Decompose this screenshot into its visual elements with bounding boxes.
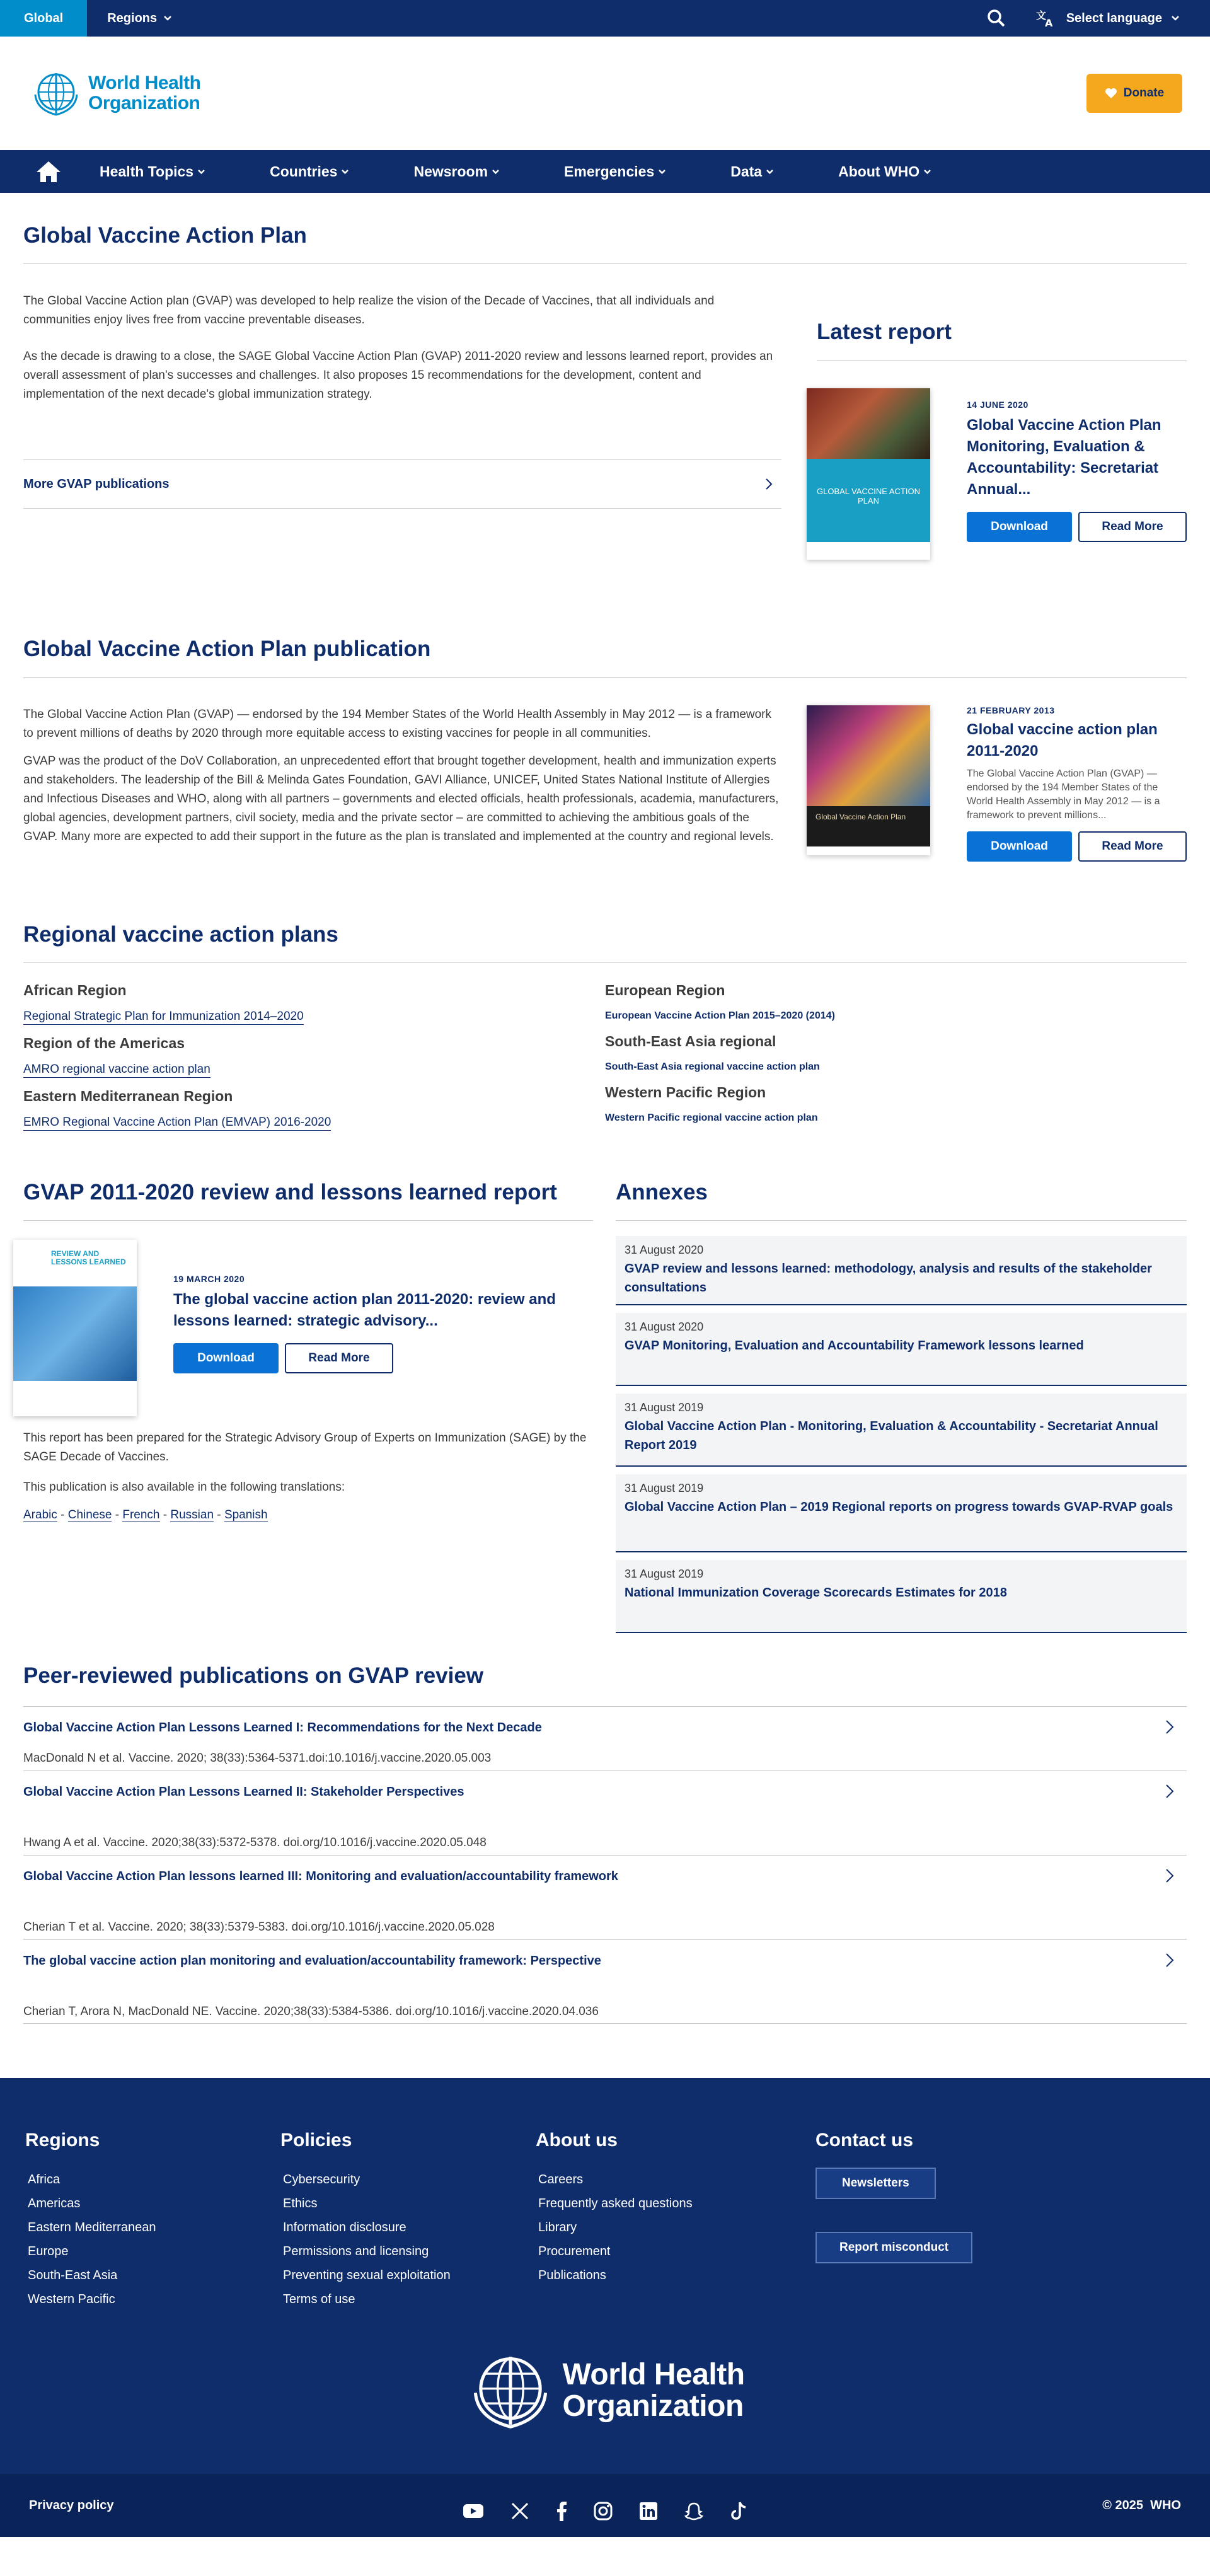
cover-title: GLOBAL VACCINE ACTION PLAN (807, 459, 930, 542)
chevron-down-icon (923, 169, 931, 175)
annex-title: National Immunization Coverage Scorecards Estimates for 2018 (625, 1586, 1007, 1600)
region-heading: Region of the Americas (23, 1035, 185, 1051)
chevron-down-icon (197, 169, 205, 175)
site-footer (0, 2078, 1210, 2474)
footer-link[interactable]: Preventing sexual exploitation (283, 2268, 451, 2282)
divider (23, 677, 1187, 678)
annex-title: GVAP review and lessons learned: methodology, analysis and results of the stakeholder consultations (625, 1262, 1152, 1295)
report-cover-image[interactable] (807, 388, 930, 560)
peer-citation: Cherian T et al. Vaccine. 2020; 38(33):5379-5383. doi.org/10.1016/j.vaccine.2020.05.028 (23, 1920, 495, 1934)
footer-who-logo[interactable] (0, 2350, 1210, 2431)
publication-card (781, 705, 1187, 862)
footer-link[interactable]: Library (538, 2221, 577, 2234)
peer-item[interactable] (23, 1855, 1187, 1939)
translation-link-french[interactable]: French (122, 1508, 160, 1522)
region-plan-link[interactable]: European Vaccine Action Plan 2015–2020 (2014) (605, 1010, 835, 1021)
annex-item[interactable] (616, 1560, 1187, 1633)
region-plan-link[interactable]: AMRO regional vaccine action plan (23, 1062, 210, 1078)
linkedin-icon[interactable] (639, 2502, 658, 2521)
read-more-button[interactable]: Read More (1078, 512, 1187, 542)
footer-link[interactable]: Permissions and licensing (283, 2244, 429, 2258)
publication-heading: Global Vaccine Action Plan publication (23, 637, 431, 661)
cover-title: REVIEW AND LESSONS LEARNED (13, 1240, 137, 1286)
annex-date: 31 August 2019 (625, 1482, 704, 1494)
peer-citation: MacDonald N et al. Vaccine. 2020; 38(33):5364-5371.doi:10.1016/j.vaccine.2020.05.003 (23, 1752, 492, 1765)
region-heading: European Region (605, 982, 725, 998)
footer-regions (25, 2130, 280, 2311)
nav-about-who[interactable] (838, 163, 931, 180)
language-label: Select language (1066, 11, 1162, 25)
who-emblem-icon (30, 69, 82, 117)
nav-label: Health Topics (100, 163, 194, 180)
cover-title: Global Vaccine Action Plan (807, 806, 930, 846)
chevron-down-icon (658, 169, 666, 175)
region-heading: Eastern Mediterranean Region (23, 1088, 233, 1104)
regional-heading: Regional vaccine action plans (23, 922, 338, 947)
annex-item[interactable] (616, 1236, 1187, 1305)
chevron-down-icon (492, 169, 500, 175)
annexes-column (616, 1180, 1187, 1641)
newsletters-button[interactable]: Newsletters (815, 2168, 936, 2199)
region-heading: South-East Asia regional (605, 1033, 776, 1049)
regions-dropdown[interactable] (87, 0, 192, 37)
chevron-right-icon (765, 478, 773, 490)
logo-line-2: Organization (562, 2389, 744, 2423)
peer-item[interactable] (23, 1770, 1187, 1855)
review-column (23, 1180, 616, 1641)
footer-contact (815, 2130, 1071, 2311)
gvap-section (0, 193, 1210, 560)
annex-item[interactable] (616, 1474, 1187, 1552)
report-misconduct-button[interactable]: Report misconduct (815, 2232, 972, 2263)
publication-summary: The Global Vaccine Action Plan (GVAP) — endorsed by the 194 Member States of the World Health Assembly in May 2012 — is a framework to prevent millions... (967, 768, 1160, 821)
peer-title: Global Vaccine Action Plan Lessons Learned I: Recommendations for the Next Decade (23, 1721, 542, 1735)
divider (23, 962, 1187, 963)
annex-date: 31 August 2019 (625, 1401, 704, 1414)
footer-link[interactable]: Information disclosure (283, 2221, 406, 2234)
annex-date: 31 August 2019 (625, 1568, 704, 1580)
site-header (0, 37, 1210, 150)
svg-text:文: 文 (1035, 9, 1046, 21)
footer-link[interactable]: Careers (538, 2173, 584, 2186)
page-title: Global Vaccine Action Plan (23, 223, 307, 248)
footer-heading: Regions (25, 2130, 100, 2151)
download-button[interactable]: Download (967, 512, 1072, 542)
publication-cover-image[interactable] (807, 705, 930, 855)
more-link-label: More GVAP publications (23, 477, 170, 491)
read-more-button[interactable]: Read More (1078, 831, 1187, 862)
annex-item[interactable] (616, 1313, 1187, 1386)
peer-heading: Peer-reviewed publications on GVAP review (23, 1663, 484, 1688)
annex-item[interactable] (616, 1394, 1187, 1467)
report-title-link[interactable]: Global Vaccine Action Plan Monitoring, Evaluation & Accountability: Secretariat Annual... (967, 417, 1161, 498)
region-plan-link[interactable]: Western Pacific regional vaccine action plan (605, 1112, 818, 1123)
annex-title: Global Vaccine Action Plan – 2019 Regional reports on progress towards GVAP-RVAP goals (625, 1500, 1173, 1514)
footer-link[interactable]: Ethics (283, 2197, 318, 2210)
privacy-policy-link[interactable]: Privacy policy (29, 2498, 114, 2512)
region-heading: Western Pacific Region (605, 1084, 766, 1100)
more-gvap-publications-link[interactable] (23, 459, 781, 509)
translate-icon (1036, 9, 1057, 28)
publication-paragraph-2: GVAP was the product of the DoV Collaboration, an unprecedented effort that brought together development, health and immunization experts and stakeholders. The leadership of the Bill & Melinda Gates Foundation, GAVI Alliance, UNICEF, United States National Institute of Allergies and Infectious Diseases and WHO, along with all partners – governments and elected officials, health professionals, academia, manufacturers, global agencies, development partners, civil society, media and the private sector – are committed to achieving the ambitious goals of the GVAP. Many more are expected to add their support in the future as the plan is translated and implemented at the country and regional levels. (23, 754, 779, 843)
nav-label: Data (730, 163, 763, 180)
gvap-review-paragraph: As the decade is drawing to a close, the SAGE Global Vaccine Action Plan (GVAP) 2011-2020 review and lessons learned report, provides an overall assessment of plan's successes and challenges. It also proposes 15 recommendations for the development, content and implementation of the next decade's global immunization strategy. (23, 350, 773, 401)
footer-link[interactable]: Procurement (538, 2244, 611, 2258)
download-button[interactable]: Download (173, 1343, 279, 1373)
chevron-down-icon (766, 169, 774, 175)
peer-citation: Hwang A et al. Vaccine. 2020;38(33):5372-5378. doi.org/10.1016/j.vaccine.2020.05.048 (23, 1836, 487, 1849)
home-icon[interactable] (33, 156, 64, 187)
svg-text:A: A (1044, 17, 1053, 28)
logo-line-1: World Health (562, 2358, 745, 2391)
region-plan-link[interactable]: Regional Strategic Plan for Immunization 2014–2020 (23, 1009, 304, 1025)
translations-intro: This publication is also available in the following translations: (23, 1481, 345, 1494)
donate-button[interactable] (1086, 74, 1182, 113)
footer-link[interactable]: Frequently asked questions (538, 2197, 693, 2210)
nav-emergencies[interactable] (564, 163, 666, 180)
review-title-link[interactable]: The global vaccine action plan 2011-2020: review and lessons learned: strategic advisory... (173, 1291, 556, 1329)
instagram-icon[interactable] (594, 2502, 613, 2521)
chevron-down-icon (163, 15, 172, 21)
publication-paragraph-1: The Global Vaccine Action Plan (GVAP) — endorsed by the 194 Member States of the World Health Assembly in May 2012 — is a framework to prevent millions of deaths by 2020 through more equitable access to existing vaccines for people in all communities. (23, 708, 771, 740)
who-logo[interactable] (30, 69, 200, 117)
top-bar (0, 0, 1210, 37)
footer-heading: About us (536, 2130, 618, 2151)
chevron-down-icon (341, 169, 349, 175)
peer-section (0, 1663, 1210, 2024)
peer-title: Global Vaccine Action Plan Lessons Learned II: Stakeholder Perspectives (23, 1785, 464, 1799)
chevron-right-icon (1165, 1868, 1174, 1883)
nav-label: Newsroom (413, 163, 488, 180)
chevron-right-icon (1165, 1719, 1174, 1735)
translation-link-russian[interactable]: Russian (170, 1508, 214, 1522)
review-cover-image[interactable] (13, 1240, 137, 1416)
latest-report (781, 264, 1187, 560)
nav-newsroom[interactable] (413, 163, 500, 180)
review-annexes-section (0, 1180, 1210, 1641)
gvap-intro-paragraph: The Global Vaccine Action plan (GVAP) was developed to help realize the vision of the Decade of Vaccines, that all individuals and communities enjoy lives free from vaccine preventable diseases. (23, 294, 715, 326)
logo-line-2: Organization (88, 93, 200, 113)
regional-section (0, 922, 1210, 1131)
publication-date: 21 FEBRUARY 2013 (967, 705, 1055, 715)
copyright-text: © 2025 WHO (1102, 2498, 1181, 2512)
regions-label: Regions (107, 11, 158, 25)
annex-title: GVAP Monitoring, Evaluation and Accountability Framework lessons learned (625, 1339, 1084, 1353)
review-heading: GVAP 2011-2020 review and lessons learned report (23, 1180, 557, 1204)
latest-report-card (817, 388, 1187, 560)
latest-report-heading: Latest report (817, 320, 952, 344)
footer-link[interactable]: Africa (28, 2173, 60, 2186)
footer-link[interactable]: Western Pacific (28, 2292, 115, 2306)
nav-label: About WHO (838, 163, 920, 180)
annex-title: Global Vaccine Action Plan - Monitoring, Evaluation & Accountability - Secretariat Annual Report 2019 (625, 1419, 1158, 1452)
bottom-bar (0, 2474, 1210, 2537)
footer-link[interactable]: Americas (28, 2197, 81, 2210)
search-icon[interactable] (987, 9, 1006, 28)
publication-section (0, 637, 1210, 862)
translations-list: Arabic - Chinese - French - Russian - Spanish (23, 1508, 268, 1522)
global-tab[interactable]: Global (0, 0, 87, 37)
logo-line-1: World Health (88, 72, 201, 93)
review-card (23, 1240, 616, 1416)
nav-label: Emergencies (564, 163, 655, 180)
heart-icon (1105, 88, 1117, 99)
region-heading: African Region (23, 982, 127, 998)
footer-link[interactable]: Publications (538, 2268, 606, 2282)
region-plan-link[interactable]: South-East Asia regional vaccine action plan (605, 1061, 820, 1072)
review-paragraph: This report has been prepared for the Strategic Advisory Group of Experts on Immunization (SAGE) by the SAGE Decade of Vaccines. (23, 1431, 587, 1464)
region-plan-link[interactable]: EMRO Regional Vaccine Action Plan (EMVAP) 2016-2020 (23, 1115, 331, 1131)
footer-heading: Policies (280, 2130, 352, 2151)
youtube-icon[interactable] (463, 2504, 484, 2519)
review-date: 19 MARCH 2020 (173, 1274, 245, 1284)
translation-link-chinese[interactable]: Chinese (67, 1508, 112, 1522)
peer-title: Global Vaccine Action Plan lessons learned III: Monitoring and evaluation/accountability framework (23, 1869, 618, 1883)
divider (817, 360, 1187, 361)
nav-label: Countries (270, 163, 338, 180)
regional-right-column (605, 982, 1187, 1131)
facebook-icon[interactable] (556, 2501, 567, 2521)
annex-date: 31 August 2020 (625, 1320, 704, 1333)
download-button[interactable]: Download (967, 831, 1072, 862)
regional-left-column (23, 982, 605, 1131)
chevron-right-icon (1165, 1953, 1174, 1968)
chevron-right-icon (1165, 1784, 1174, 1799)
footer-about (536, 2130, 815, 2311)
social-links (463, 2501, 747, 2521)
snapchat-icon[interactable] (684, 2502, 703, 2521)
report-date: 14 JUNE 2020 (967, 400, 1028, 410)
peer-item[interactable] (23, 1706, 1187, 1770)
read-more-button[interactable]: Read More (285, 1343, 393, 1373)
divider (616, 1220, 1187, 1221)
nav-data[interactable] (730, 163, 774, 180)
footer-policies (280, 2130, 536, 2311)
x-icon[interactable] (510, 2502, 529, 2521)
translation-link-arabic[interactable]: Arabic (23, 1508, 57, 1522)
divider (23, 1220, 593, 1221)
nav-countries[interactable] (270, 163, 349, 180)
donate-label: Donate (1123, 86, 1165, 100)
nav-health-topics[interactable] (100, 163, 205, 180)
annex-date: 31 August 2020 (625, 1244, 704, 1256)
chevron-down-icon (1171, 15, 1180, 21)
tiktok-icon[interactable] (730, 2501, 747, 2521)
publication-title-link[interactable]: Global vaccine action plan 2011-2020 (967, 721, 1158, 760)
language-selector[interactable] (1036, 9, 1180, 28)
footer-link[interactable]: Eastern Mediterranean (28, 2221, 156, 2234)
main-nav (0, 150, 1210, 193)
peer-citation: Cherian T, Arora N, MacDonald NE. Vaccine. 2020;38(33):5384-5386. doi.org/10.1016/j.vaccine.2020.04.036 (23, 2005, 599, 2018)
footer-link[interactable]: Cybersecurity (283, 2173, 360, 2186)
annexes-heading: Annexes (616, 1180, 708, 1204)
peer-item[interactable] (23, 1939, 1187, 2024)
footer-link[interactable]: Europe (28, 2244, 69, 2258)
peer-title: The global vaccine action plan monitoring and evaluation/accountability framework: Perspective (23, 1954, 601, 1968)
footer-link[interactable]: Terms of use (283, 2292, 355, 2306)
translation-link-spanish[interactable]: Spanish (224, 1508, 268, 1522)
footer-heading: Contact us (815, 2130, 914, 2151)
footer-link[interactable]: South-East Asia (28, 2268, 118, 2282)
who-emblem-icon (465, 2350, 556, 2431)
